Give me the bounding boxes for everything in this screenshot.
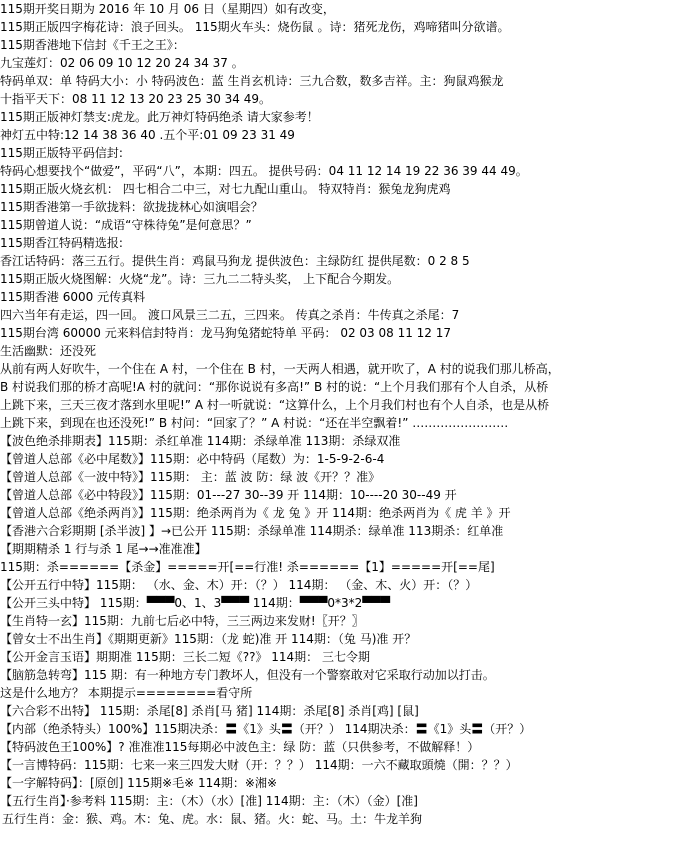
line-12: 115期香港第一手欲拢料：欲拢拢林心如演唱会？ xyxy=(0,200,263,214)
line-41: 【内部（绝杀特头）100%】115期决杀：〓《1》头〓（开？） 114期决杀：〓《1》头〓（开？） xyxy=(0,722,532,736)
line-38: 【脑筋急转弯】115 期：有一种地方专门教坏人，但没有一个警察敢对它采取行动加以打击。 xyxy=(0,668,495,682)
line-11: 115期正版火烧玄机： 四七相合二中三，对七九配山重山。 特双特肖：猴兔龙狗虎鸡 xyxy=(0,182,451,196)
line-18: 四六当年有走运，四一回。 渡口风景三二五，三四来。 传真之杀肖：牛传真之杀尾：7 xyxy=(0,308,460,322)
line-14: 115期香江特码精选报: xyxy=(0,236,123,250)
line-36: 【曾女士不出生肖】《期期更新》115期：（龙 蛇)准 开 114期：（兔 马)准 开？ xyxy=(0,632,417,646)
line-25: 【波色绝杀排期表】115期：杀红单准 114期：杀绿单准 113期：杀绿双准 xyxy=(0,434,401,448)
line-28: 【曾道人总部《必中特段》】115期：01---27 30--39 开 114期：10----20 30--49 开 xyxy=(0,488,457,502)
line-35: 【生肖特一玄】115期：九前七后必中特，三三两边来发财!〖开？〗 xyxy=(0,614,364,628)
line-29: 【曾道人总部《绝杀两肖》】115期：绝杀两肖为《 龙 兔 》开 114期：绝杀两肖为《 虎 羊 》开 xyxy=(0,506,511,520)
line-19: 115期台湾 60000 元来料信封特肖：龙马狗兔猪蛇特单 平码： 02 03 08 11 12 17 xyxy=(0,326,452,340)
line-9: 115期正版特平码信封: xyxy=(0,146,123,160)
line-37: 【公开金言玉语】期期准 115期：三长二短《??》 114期： 三七令期 xyxy=(0,650,370,664)
line-16: 115期正版火烧图解：火烧“龙”。诗：三九二二特头奖， 上下配合今期发。 xyxy=(0,272,400,286)
line-45: 【五行生肖】·参考料 115期：主：（木）（水）[准] 114期：主：（木）（金）[准] xyxy=(0,794,418,808)
line-44: 【一字解特码】：[原创] 115期※毛※ 114期：※湘※ xyxy=(0,776,278,790)
line-2: 115期正版四字梅花诗：浪子回头。 115期火车头：烧伤鼠 。诗：猪死龙伤，鸡啼猪叫分欲谱。 xyxy=(0,20,510,34)
line-34: 【公开三头中特】 115期：▀▀▀0、1、3▀▀▀ 114期：▀▀▀0*3*2▀▀▀ xyxy=(0,596,390,610)
line-8: 神灯五中特:12 14 38 36 40 .五个平:01 09 23 31 49 xyxy=(0,128,295,142)
line-27: 【曾道人总部《一波中特》】115期： 主：蓝 波 防：绿 波《开？？准》 xyxy=(0,470,381,484)
line-3: 115期香港地下信封《千王之王》： xyxy=(0,38,185,52)
line-26: 【曾道人总部《必中尾数》】115期：必中特码（尾数）为：1-5-9-2-6-4 xyxy=(0,452,385,466)
line-40: 【六合彩不出特】 115期：杀尾[8] 杀肖[马 猪] 114期：杀尾[8] 杀肖[鸡] [鼠] xyxy=(0,704,419,718)
line-7: 115期正版神灯禁支:虎龙。此万神灯特码绝杀 请大家参考！ xyxy=(0,110,319,124)
line-15: 香江话特码：落三五行。提供生肖：鸡鼠马狗龙 提供波色：主绿防红 提供尾数：0 2 8 5 xyxy=(0,254,470,268)
line-21: 从前有两人好吹牛，一个住在 A 村，一个住在 B 村，一天两人相遇，就开吹了，A 村的说我们那儿桥高， xyxy=(0,362,560,376)
line-46: 五行生肖：金：猴、鸡。木：兔、虎。水：鼠、猪。火：蛇、马。土：牛龙羊狗 xyxy=(2,812,423,826)
line-42: 【特码波色王100%】? 准准准115每期必中波色主：绿 防：蓝（只供参考，不做解释！） xyxy=(0,740,480,754)
line-32: 115期：杀======【杀金】=====开[==行准! 杀======【1】=====开[==尾] xyxy=(0,560,495,574)
line-33: 【公开五行中特】115期： （水、金、木）开：（？） 114期： （金、木、火）开：（？） xyxy=(0,578,478,592)
line-1: 115期开奖日期为 2016 年 10 月 06 日（星期四）如有改变， xyxy=(0,2,335,16)
line-23: 上跳下来，三天三夜才落到水里呢!” A 村一听就说：“这算什么，上个月我们村也有个人自杀，也是从桥 xyxy=(0,398,550,412)
line-20: 生活幽默：还没死 xyxy=(0,344,97,358)
line-22: B 村说我们那的桥才高呢!A 村的就问：“那你说说有多高!” B 村的说：“上个月我们那有个人自杀，从桥 xyxy=(0,380,549,394)
line-13: 115期曾道人说：“成语“守株待兔”是何意思？” xyxy=(0,218,252,232)
line-4: 九宝莲灯：02 06 09 10 12 20 24 34 37 。 xyxy=(0,56,244,70)
line-17: 115期香港 6000 元传真料 xyxy=(0,290,146,304)
line-43: 【一言博特码：115期：七来一来三四发大财（开：？？） 114期：一六不藏取頭燒（開：？？） xyxy=(0,758,518,772)
line-30: 【香港六合彩期期 [杀半波] 】→已公开 115期：杀绿单准 114期杀：绿单准 113期杀：红单准 xyxy=(0,524,504,538)
line-6: 十指平天下：08 11 12 13 20 23 25 30 34 49。 xyxy=(0,92,272,106)
line-5: 特码单双：单 特码大小：小 特码波色：蓝 生肖玄机诗：三九合数，数多吉祥。主：狗鼠鸡猴龙 xyxy=(0,74,504,88)
line-31: 【期期精杀 1 行与杀 1 尾→→准准准】 xyxy=(0,542,207,556)
line-24: 上跳下来，到现在也还没死!” B 村问：“回家了？” A 村说：“还在半空飘着!” …………………… xyxy=(0,416,509,430)
line-39: 这是什么地方？ 本期提示========看守所 xyxy=(0,686,253,700)
line-10: 特码心想要找个“做爱”，平码“八”，本期：四五。 提供号码：04 11 12 14 19 22 36 39 44 49。 xyxy=(0,164,528,178)
